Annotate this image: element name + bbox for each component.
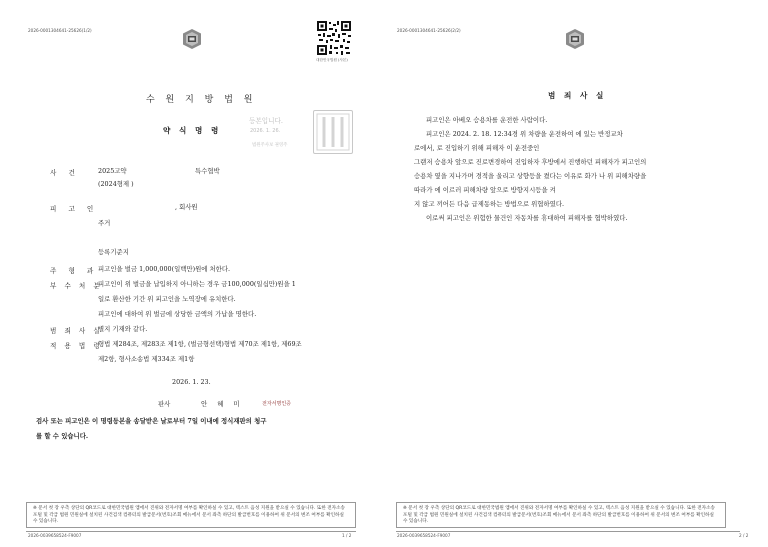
- case-name: 특수협박: [195, 167, 220, 175]
- defendant-label: 피 고 인: [50, 205, 99, 213]
- doc-number: 2026-0001304641-25626(2/2): [397, 28, 461, 33]
- notice-line-1: 검사 또는 피고인은 이 명령등본을 송달받은 날로부터 7일 이내에 정식재판의 청구: [36, 417, 267, 425]
- page-number: 2 / 2: [739, 533, 749, 538]
- judge-label: 판사: [158, 400, 171, 408]
- page-number: 1 / 2: [342, 533, 352, 538]
- detention-label: 부 수 처 분: [50, 282, 103, 290]
- doc-title: 약 식 명 령: [163, 126, 222, 135]
- notice-line-2: 를 할 수 있습니다.: [36, 432, 89, 440]
- qr-caption: 대한민국법원 (사본): [316, 58, 348, 62]
- issue-number: 2026-0039658524-F9007: [28, 533, 82, 538]
- case-label: 사 건: [50, 169, 80, 177]
- law-line-1: 형법 제284조, 제283조 제1항, (벌금형선택)형법 제70조 제1항, 제69조: [98, 340, 302, 348]
- sentence-label: 주 형 과: [50, 267, 99, 275]
- copy-stamp: 등본입니다.: [249, 117, 283, 125]
- facts-line-4: 그랜저 승용차 앞으로 진로변경하여 진입하자 후방에서 진행하던 피해자가 피고인의: [414, 158, 647, 166]
- footer-divider: [26, 531, 356, 532]
- verification-notice: ※ 문서 첫 장 우측 상단의 QR코드로 대한민국법원 앱에서 진위와 전자서명 여부를 확인하실 수 있고, 텍스트 음성 지원을 받으실 수 있습니다. 또한 전자소송포털 및 각급 법원 민원실에 설치된 사건검색 컴퓨터의 발급문서(번호)조회 메뉴에서 문서 좌측 하단의 발급번호를 이용하여 위 문서의 변조 여부를 확인하실 수 있습니다.: [26, 502, 356, 528]
- law-line-2: 제2항, 형사소송법 제334조 제1항: [98, 355, 195, 363]
- facts-label: 범 죄 사 실: [50, 327, 103, 335]
- facts-line-8: 이로써 피고인은 위험한 물건인 자동차를 휴대하여 피해자를 협박하였다.: [426, 214, 628, 222]
- issue-number: 2026-0039658524-F9007: [397, 533, 451, 538]
- court-emblem-icon: [181, 28, 203, 50]
- judge-name: 안 혜 미: [201, 400, 244, 408]
- address-label: 주거: [98, 219, 111, 227]
- verification-notice: ※ 문서 첫 장 우측 상단의 QR코드로 대한민국법원 앱에서 진위와 전자서명 여부를 확인하실 수 있고, 텍스트 음성 지원을 받으실 수 있습니다. 또한 전자소송포털 및 각급 법원 민원실에 설치된 사건검색 컴퓨터의 발급문서(번호)조회 메뉴에서 문서 좌측 하단의 발급번호를 이용하여 위 문서의 변조 여부를 확인하실 수 있습니다.: [396, 502, 726, 528]
- detention-line-1: 피고인이 위 벌금을 납입하지 아니하는 경우 금100,000(일십만)원을 1: [98, 280, 296, 288]
- court-emblem-icon: [564, 28, 586, 50]
- qr-code-icon: [316, 20, 352, 56]
- facts-value: 별지 기재와 같다.: [98, 325, 148, 333]
- detention-line-2: 일로 환산한 기간 위 피고인을 노역장에 유치한다.: [98, 295, 236, 303]
- doc-number: 2026-0001304641-25626(1/2): [28, 28, 92, 33]
- footer-divider: [396, 531, 740, 532]
- court-seal-icon: [314, 111, 352, 153]
- copy-officer: 법원주사보 권영주: [252, 143, 288, 148]
- facts-line-6: 따라가 에 이르러 피해차량 앞으로 방향지시등을 켜: [414, 186, 556, 194]
- facts-line-1: 피고인은 아베오 승용차를 운전한 사람이다.: [426, 116, 548, 124]
- document-page-2: [384, 0, 768, 547]
- facts-line-2: 피고인은 2024. 2. 18. 12:34경 위 차량을 운전하여 에 있는 반정교차: [426, 130, 623, 138]
- facts-title: 범 죄 사 실: [548, 91, 607, 100]
- case-sub: (2024형제 ): [98, 180, 134, 188]
- e-signature-stamp: 전자서명인증: [262, 401, 291, 407]
- sentence-value: 피고인을 벌금 1,000,000(일백만)원에 처한다.: [98, 265, 231, 273]
- copy-date: 2026. 1. 26.: [250, 128, 281, 134]
- facts-line-7: 지 않고 끼어든 다음 급제동하는 방법으로 위협하였다.: [414, 200, 565, 208]
- law-label: 적 용 법 령: [50, 342, 103, 350]
- registry-label: 등록기준지: [98, 248, 129, 256]
- court-seal-stamp: [313, 110, 353, 154]
- decision-date: 2026. 1. 23.: [172, 378, 211, 386]
- facts-line-3: 로에서, 로 진입하기 위해 피해자 이 운전중인: [414, 144, 540, 152]
- provisional-payment: 피고인에 대하여 위 벌금에 상당한 금액의 가납을 명한다.: [98, 310, 257, 318]
- facts-line-5: 승용차 옆을 지나가며 경적을 울리고 상향등을 켰다는 이유로 화가 나 위 피해차량을: [414, 172, 647, 180]
- case-value: 2025고약: [98, 167, 127, 175]
- court-name: 수 원 지 방 법 원: [146, 95, 257, 105]
- defendant-job: , 회사원: [175, 203, 198, 211]
